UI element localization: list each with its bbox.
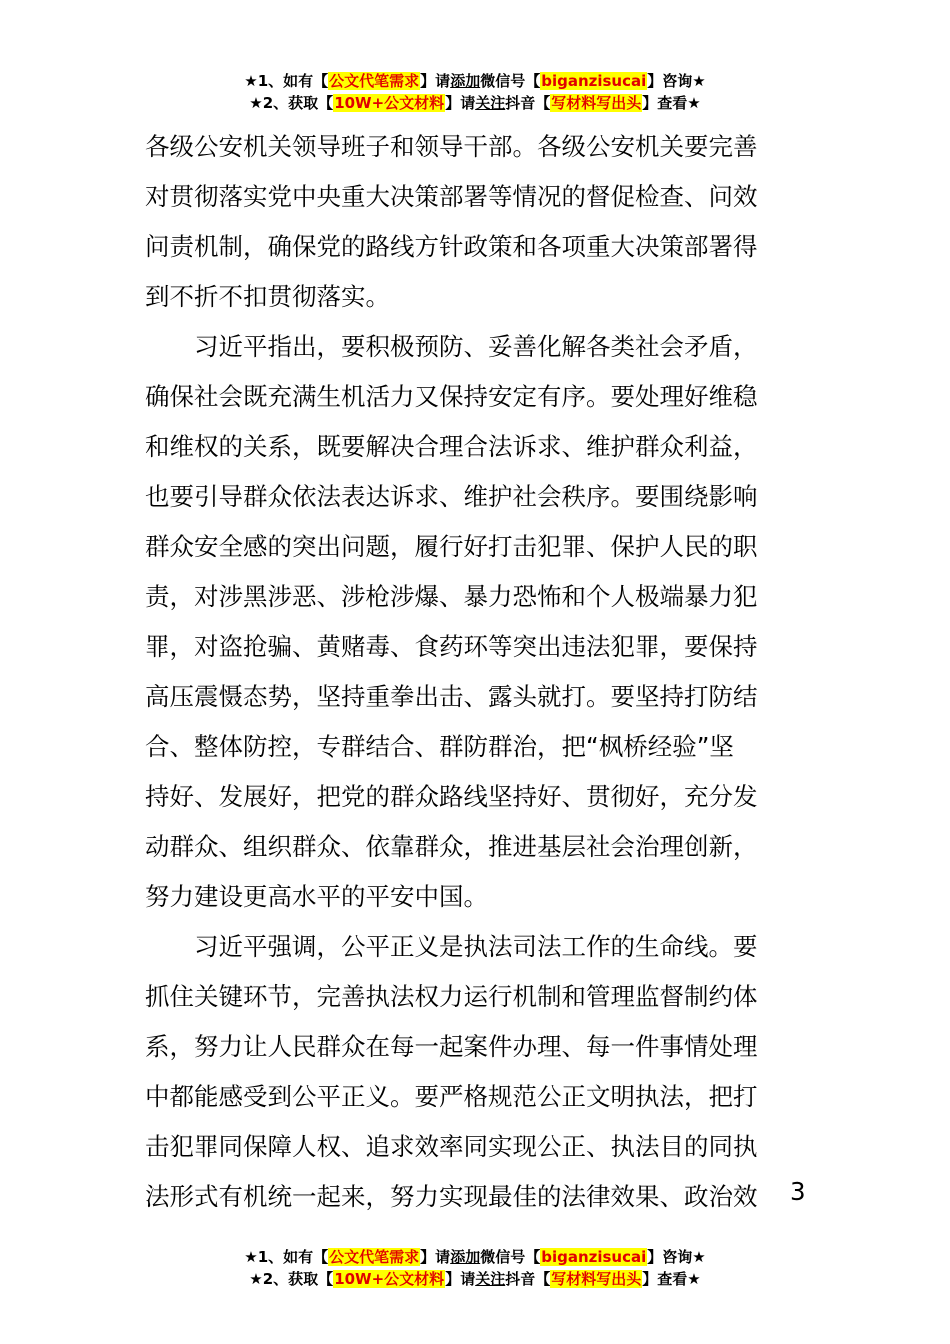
- body-line: 责，对涉黑涉恶、涉枪涉爆、暴力恐怖和个人极端暴力犯: [145, 582, 758, 611]
- body-line: 罪，对盗抢骗、黄赌毒、食药环等突出违法犯罪，要保持: [145, 632, 758, 661]
- body-line: 动群众、组织群众、依靠群众，推进基层社会治理创新，: [145, 832, 758, 861]
- body-line: 努力建设更高水平的平安中国。: [145, 882, 488, 911]
- body-line: 和维权的关系，既要解决合理合法诉求、维护群众利益，: [145, 432, 758, 461]
- highlight-douyin: 写材料写出头: [551, 1270, 642, 1288]
- body-line: 抓住关键环节，完善执法权力运行机制和管理监督制约体: [145, 982, 758, 1011]
- highlight-douyin: 写材料写出头: [551, 94, 642, 112]
- body-line: 高压震慑态势，坚持重拳出击、露头就打。要坚持打防结: [145, 682, 758, 711]
- body-line: 合、整体防控，专群结合、群防群治，把“枫桥经验”坚: [145, 732, 734, 761]
- highlight-wechat-id: biganzisucai: [541, 1248, 647, 1266]
- highlight-wechat-id: biganzisucai: [541, 72, 647, 90]
- banner-line-2: ★2、获取【10W+公文材料】请关注抖音【写材料写出头】查看★: [249, 94, 701, 112]
- highlight-materials: 10W+公文材料: [334, 1270, 445, 1288]
- body-line: 中都能感受到公平正义。要严格规范公正文明执法，把打: [145, 1082, 758, 1111]
- body-line: 系，努力让人民群众在每一起案件办理、每一件事情处理: [145, 1032, 758, 1061]
- body-line: 对贯彻落实党中央重大决策部署等情况的督促检查、问效: [145, 182, 758, 211]
- document-body: [145, 122, 815, 1222]
- body-line: 法形式有机统一起来，努力实现最佳的法律效果、政治效: [145, 1182, 758, 1211]
- footer-banner: [0, 1246, 950, 1290]
- body-line: 确保社会既充满生机活力又保持安定有序。要处理好维稳: [145, 382, 758, 411]
- body-line: 也要引导群众依法表达诉求、维护社会秩序。要围绕影响: [145, 482, 758, 511]
- body-line: 习近平指出，要积极预防、妥善化解各类社会矛盾，: [145, 332, 758, 361]
- banner-line-2: ★2、获取【10W+公文材料】请关注抖音【写材料写出头】查看★: [249, 1270, 701, 1288]
- highlight-materials: 10W+公文材料: [334, 94, 445, 112]
- highlight-service: 公文代笔需求: [329, 1248, 420, 1266]
- body-line: 群众安全感的突出问题，履行好打击犯罪、保护人民的职: [145, 532, 758, 561]
- header-banner: [0, 70, 950, 114]
- body-line: 各级公安机关领导班子和领导干部。各级公安机关要完善: [145, 132, 758, 161]
- body-line: 习近平强调，公平正义是执法司法工作的生命线。要: [145, 932, 758, 961]
- banner-line-1: ★1、如有【公文代笔需求】请添加微信号【biganzisucai】咨询★: [244, 72, 706, 90]
- body-line: 问责机制，确保党的路线方针政策和各项重大决策部署得: [145, 232, 758, 261]
- highlight-service: 公文代笔需求: [329, 72, 420, 90]
- body-line: 击犯罪同保障人权、追求效率同实现公正、执法目的同执: [145, 1132, 758, 1161]
- page-number: 3: [790, 1177, 806, 1206]
- body-line: 持好、发展好，把党的群众路线坚持好、贯彻好，充分发: [145, 782, 758, 811]
- body-line: 到不折不扣贯彻落实。: [145, 282, 390, 311]
- banner-line-1: ★1、如有【公文代笔需求】请添加微信号【biganzisucai】咨询★: [244, 1248, 706, 1266]
